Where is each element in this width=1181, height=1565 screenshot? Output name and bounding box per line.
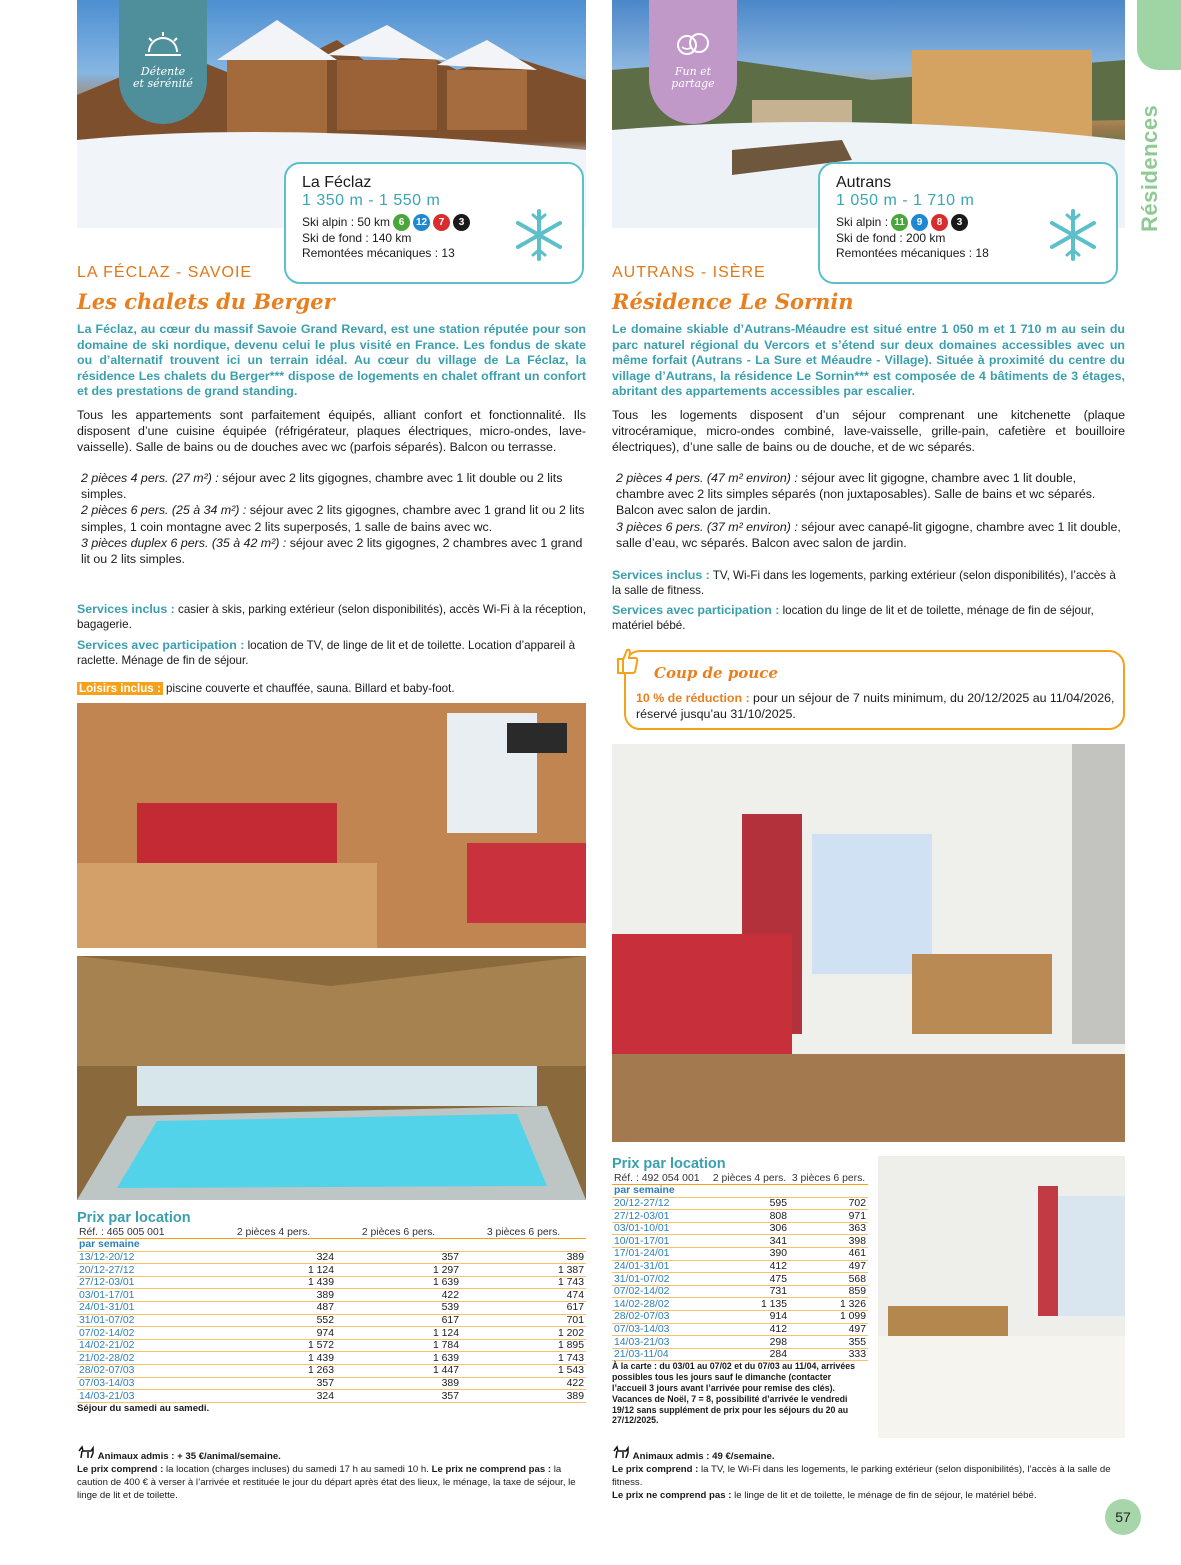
price-cell: 1 099 (789, 1311, 868, 1324)
price-cell: 1 895 (461, 1339, 586, 1352)
participation-label: Services avec participation : (77, 638, 245, 652)
price-cell: 701 (461, 1314, 586, 1327)
ref-cell: Réf. : 492 054 001 (612, 1172, 710, 1185)
price-cell: 617 (336, 1314, 461, 1327)
price-cell: 914 (710, 1311, 789, 1324)
unit-text: séjour avec canapé-lit gigogne, chambre avec 1 lit double, salle d’eau, wc séparés. Balcon avec salon de jardin. (616, 519, 1121, 550)
table-header-row (77, 1226, 586, 1239)
price-section (77, 1210, 586, 1414)
subheader-cell: par semaine (612, 1185, 868, 1198)
period-cell: 14/02-21/02 (77, 1339, 211, 1352)
participation-text: location du linge de lit et de toilette, ménage de fin de séjour, matériel bébé. (612, 604, 1094, 633)
services-inclus (77, 602, 586, 633)
table-row (77, 1339, 586, 1352)
column-header: 3 pièces 6 pers. (461, 1226, 586, 1239)
unit-text: séjour avec 2 lits gigognes, 2 chambres avec 1 grand lit ou 2 lits simples. (81, 535, 583, 567)
unit-label: 2 pièces 4 pers. (27 m²) : (81, 471, 219, 485)
services-inclus (612, 568, 1125, 599)
badge-line-2: et sérénité (133, 77, 193, 90)
price-cell: 461 (789, 1248, 868, 1261)
unit-label: 3 pièces 6 pers. (37 m² environ) : (616, 519, 798, 534)
ne-comprend-label: Le prix ne comprend pas : (612, 1490, 732, 1501)
table-row (77, 1377, 586, 1390)
unit-list (616, 470, 1125, 551)
price-cell: 398 (789, 1235, 868, 1248)
price-cell: 1 572 (211, 1339, 336, 1352)
period-cell: 10/01-17/01 (612, 1235, 710, 1248)
station-info-box (284, 162, 584, 284)
unit-text: séjour avec 2 lits gigognes, chambre avec 1 grand lit ou 2 lits simples, 1 coin montagne avec 2 lits superposés, 1 salle de bains avec wc. (81, 503, 585, 534)
loisirs-inclus (77, 682, 455, 695)
comprend-label: Le prix comprend : (612, 1464, 699, 1475)
price-cell: 1 639 (336, 1352, 461, 1365)
intro-paragraph: La Féclaz, au cœur du massif Savoie Grand Revard, est une station réputée pour son domaine de ski nordique, devenu celui le plus visité en France. Les fondus de skate ou d’alternatif trouvent ici un terrain idéal. Au cœur du village de La Féclaz, la résidence Les chalets du Berger*** dispose de logements en chalet offrant un confort et des prestations de grand standing. (77, 322, 586, 399)
price-cell: 1 124 (336, 1327, 461, 1340)
participation-text: location de TV, de linge de lit et de toilette. Location d’appareil à raclette. Ménage de fin de séjour. (77, 639, 576, 668)
theme-badge-fun (649, 0, 737, 124)
price-cell: 971 (789, 1210, 868, 1223)
price-cell: 702 (789, 1197, 868, 1210)
services-text: casier à skis, parking extérieur (selon disponibilités), accès Wi-Fi à la réception, bagagerie. (77, 603, 586, 632)
animals-text: Animaux admis : + 35 €/animal/semaine. (97, 1451, 281, 1462)
table-row (77, 1276, 586, 1289)
price-cell: 412 (710, 1323, 789, 1336)
green-piste-count: 11 (891, 214, 908, 231)
price-cell: 422 (461, 1377, 586, 1390)
price-cell: 363 (789, 1222, 868, 1235)
period-cell: 21/02-28/02 (77, 1352, 211, 1365)
table-header-row (612, 1172, 868, 1185)
residence-title: Résidence Le Sornin (612, 289, 854, 314)
table-row (612, 1348, 868, 1361)
residence-title: Les chalets du Berger (77, 289, 335, 314)
price-table (612, 1172, 868, 1361)
period-cell: 20/12-27/12 (77, 1264, 211, 1277)
dog-icon (77, 1445, 95, 1459)
loisirs-label: Loisirs inclus : (79, 682, 161, 695)
period-cell: 17/01-24/01 (612, 1248, 710, 1261)
snowflake-icon (1046, 208, 1100, 262)
price-excludes (612, 1489, 1125, 1502)
ski-alpin-label: Ski alpin : (836, 215, 889, 229)
side-tab (1137, 0, 1181, 70)
period-cell: 14/03-21/03 (612, 1336, 710, 1349)
price-cell: 1 743 (461, 1352, 586, 1365)
price-cell: 324 (211, 1251, 336, 1264)
price-cell: 552 (211, 1314, 336, 1327)
table-row (77, 1390, 586, 1403)
photo-apartment-living (612, 744, 1125, 1142)
price-cell: 1 297 (336, 1264, 461, 1277)
photo-bedroom (878, 1156, 1125, 1438)
services-text: TV, Wi-Fi dans les logements, parking extérieur (selon disponibilités), l’accès à la salle de fitness. (612, 569, 1116, 598)
period-cell: 07/02-14/02 (612, 1285, 710, 1298)
ski-fond-line: Ski de fond : 200 km (836, 231, 946, 245)
dog-icon (612, 1445, 630, 1459)
period-cell: 07/03-14/03 (612, 1323, 710, 1336)
price-cell: 341 (710, 1235, 789, 1248)
description-paragraph: Tous les appartements sont parfaitement équipés, alliant confort et fonctionnalité. Ils disposent d’une cuisine équipée (réfrigérateur, plaques électriques, micro-ondes, lave-vaisselle). Salle de bains ou de douches avec wc (parfois séparés). Balcon ou terrasse. (77, 408, 586, 454)
station-name: La Féclaz (302, 174, 372, 191)
remontees-line: Remontées mécaniques : 18 (836, 246, 989, 260)
ne-comprend-text: le linge de lit et de toilette, le ménage de fin de séjour, le matériel bébé. (731, 1490, 1037, 1501)
price-cell: 1 387 (461, 1264, 586, 1277)
table-row (612, 1235, 868, 1248)
price-cell: 412 (710, 1260, 789, 1273)
table-row (77, 1302, 586, 1315)
column-header: 2 pièces 4 pers. (710, 1172, 789, 1185)
table-row (77, 1289, 586, 1302)
photo-indoor-pool (77, 956, 586, 1200)
table-row (612, 1323, 868, 1336)
table-row (612, 1210, 868, 1223)
side-section-label: Résidences (1137, 104, 1162, 232)
ne-comprend-label: Le prix ne comprend pas : (431, 1464, 552, 1475)
price-cell: 808 (710, 1210, 789, 1223)
ne-comprend-text: la caution de 400 € à verser à l’arrivée et restituée le jour du départ après état des lieux, le ménage, la taxe de séjour, le linge de lit et de toilette. (77, 1464, 576, 1501)
table-row (77, 1365, 586, 1378)
station-name: Autrans (836, 174, 892, 191)
ski-alpin-label: Ski alpin : 50 km (302, 215, 391, 229)
price-cell: 497 (789, 1260, 868, 1273)
green-piste-count: 6 (393, 214, 410, 231)
period-cell: 28/02-07/03 (77, 1365, 211, 1378)
table-row (612, 1285, 868, 1298)
table-row (612, 1311, 868, 1324)
price-cell: 357 (211, 1377, 336, 1390)
unit-item (616, 470, 1125, 519)
services-participation (77, 638, 586, 669)
price-cell: 474 (461, 1289, 586, 1302)
black-piste-count: 3 (951, 214, 968, 231)
price-cell: 974 (211, 1327, 336, 1340)
period-cell: 20/12-27/12 (612, 1197, 710, 1210)
intro-paragraph: Le domaine skiable d’Autrans-Méaudre est situé entre 1 050 m et 1 710 m au sein du parc naturel régional du Vercors et s’étend sur deux domaines accessibles avec un même forfait (Autrans - La Sure et Méaudre - Village). Située à proximité du centre du village d’Autrans, la résidence Le Sornin*** est composée de 4 bâtiments de 3 étages, abritant des appartements accessibles par escalier. (612, 322, 1125, 399)
unit-item (81, 470, 586, 502)
price-cell: 1 135 (710, 1298, 789, 1311)
red-piste-count: 8 (931, 214, 948, 231)
unit-label: 2 pièces 6 pers. (25 à 34 m²) : (81, 503, 247, 518)
price-cell: 568 (789, 1273, 868, 1286)
price-cell: 1 639 (336, 1276, 461, 1289)
period-cell: 28/02-07/03 (612, 1311, 710, 1324)
price-cell: 333 (789, 1348, 868, 1361)
period-cell: 07/02-14/02 (77, 1327, 211, 1340)
table-subheader-row (612, 1185, 868, 1198)
price-title: Prix par location (612, 1156, 726, 1172)
ref-cell: Réf. : 465 005 001 (77, 1226, 211, 1239)
table-row (612, 1248, 868, 1261)
photo-living-room (77, 703, 586, 948)
period-cell: 31/01-07/02 (612, 1273, 710, 1286)
price-cell: 1 263 (211, 1365, 336, 1378)
price-cell: 1 447 (336, 1365, 461, 1378)
period-cell: 21/03-11/04 (612, 1348, 710, 1361)
price-note: À la carte : du 03/01 au 07/02 et du 07/03 au 11/04, arrivées possibles tous les jours sauf le dimanche (contacter l’accueil 3 jours avant l’arrivée pour remise des clés). Vacances de Noël, 7 = 8, possibilité d’arrivée le vendredi 19/12 sans supplément de prix pour les séjours du 20 au 27/12/2025. (612, 1361, 856, 1426)
unit-item (616, 519, 1125, 551)
price-cell: 355 (789, 1336, 868, 1349)
table-row (612, 1260, 868, 1273)
price-cell: 389 (461, 1251, 586, 1264)
price-conditions (77, 1463, 586, 1502)
snowflake-icon (512, 208, 566, 262)
station-altitude: 1 350 m - 1 550 m (302, 192, 441, 209)
station-altitude: 1 050 m - 1 710 m (836, 192, 975, 209)
price-cell: 357 (336, 1390, 461, 1403)
price-cell: 1 543 (461, 1365, 586, 1378)
period-cell: 24/01-31/01 (77, 1302, 211, 1315)
table-row (612, 1197, 868, 1210)
price-cell: 859 (789, 1285, 868, 1298)
subheader-cell: par semaine (77, 1239, 586, 1252)
discount-label: 10 % de réduction : (636, 691, 750, 705)
price-cell: 1 439 (211, 1352, 336, 1365)
column-header: 2 pièces 6 pers. (336, 1226, 461, 1239)
animals-text: Animaux admis : 49 €/semaine. (632, 1451, 775, 1462)
price-cell: 539 (336, 1302, 461, 1315)
price-includes (612, 1463, 1125, 1489)
price-cell: 1 439 (211, 1276, 336, 1289)
table-row (77, 1264, 586, 1277)
price-cell: 595 (710, 1197, 789, 1210)
region-label: AUTRANS - ISÈRE (612, 264, 766, 281)
unit-item (81, 502, 586, 534)
unit-label: 3 pièces duplex 6 pers. (35 à 42 m²) : (81, 535, 287, 550)
price-cell: 357 (336, 1251, 461, 1264)
price-note: Séjour du samedi au samedi. (77, 1402, 210, 1414)
services-label: Services inclus : (77, 602, 175, 616)
theme-badge-detente (119, 0, 207, 124)
price-cell: 1 743 (461, 1276, 586, 1289)
coup-de-pouce-box (624, 650, 1125, 730)
ski-fond-line: Ski de fond : 140 km (302, 231, 412, 245)
services-label: Services inclus : (612, 568, 710, 582)
station-info-box (818, 162, 1118, 284)
thumbs-up-icon (614, 646, 640, 676)
table-row (612, 1222, 868, 1235)
table-row (77, 1327, 586, 1340)
table-row (77, 1352, 586, 1365)
price-cell: 497 (789, 1323, 868, 1336)
loisirs-text: piscine couverte et chauffée, sauna. Billard et baby-foot. (162, 682, 455, 695)
blue-piste-count: 12 (413, 214, 430, 231)
table-row (77, 1251, 586, 1264)
period-cell: 24/01-31/01 (612, 1260, 710, 1273)
unit-text: séjour avec lit gigogne, chambre avec 1 lit double, chambre avec 2 lits simples séparés (non juxtaposables). Salle de bains et wc séparés. Balcon avec salon de jardin. (616, 471, 1096, 518)
comprend-label: Le prix comprend : (77, 1464, 164, 1475)
price-table (77, 1226, 586, 1403)
price-cell: 324 (211, 1390, 336, 1403)
price-title: Prix par location (77, 1210, 191, 1226)
period-cell: 13/12-20/12 (77, 1251, 211, 1264)
services-participation (612, 603, 1125, 634)
sun-icon (143, 30, 183, 60)
price-cell: 1 202 (461, 1327, 586, 1340)
price-cell: 298 (710, 1336, 789, 1349)
region-label: LA FÉCLAZ - SAVOIE (77, 264, 253, 281)
price-section (612, 1156, 868, 1426)
period-cell: 14/03-21/03 (77, 1390, 211, 1403)
unit-list (81, 470, 586, 567)
period-cell: 07/03-14/03 (77, 1377, 211, 1390)
price-cell: 389 (336, 1377, 461, 1390)
period-cell: 03/01-17/01 (77, 1289, 211, 1302)
price-cell: 617 (461, 1302, 586, 1315)
blue-piste-count: 9 (911, 214, 928, 231)
table-row (612, 1336, 868, 1349)
participation-label: Services avec participation : (612, 603, 780, 617)
price-rows (77, 1251, 586, 1402)
discount-text: pour un séjour de 7 nuits minimum, du 20/12/2025 au 11/04/2026, réservé jusqu’au 31/10/2025. (636, 691, 1115, 721)
period-cell: 03/01-10/01 (612, 1222, 710, 1235)
coup-de-pouce-title: Coup de pouce (654, 664, 778, 682)
table-row (77, 1314, 586, 1327)
period-cell: 31/01-07/02 (77, 1314, 211, 1327)
remontees-line: Remontées mécaniques : 13 (302, 246, 455, 260)
column-header: 3 pièces 6 pers. (789, 1172, 868, 1185)
period-cell: 27/12-03/01 (77, 1276, 211, 1289)
table-subheader-row (77, 1239, 586, 1252)
price-cell: 487 (211, 1302, 336, 1315)
black-piste-count: 3 (453, 214, 470, 231)
table-row (612, 1273, 868, 1286)
page-number: 57 (1105, 1499, 1141, 1535)
comprend-text: la location (charges incluses) du samedi 17 h au samedi 10 h. (163, 1464, 432, 1475)
price-cell: 306 (710, 1222, 789, 1235)
price-cell: 475 (710, 1273, 789, 1286)
column-header: 2 pièces 4 pers. (211, 1226, 336, 1239)
coup-de-pouce-text (636, 690, 1122, 722)
unit-label: 2 pièces 4 pers. (47 m² environ) : (616, 471, 798, 485)
price-cell: 731 (710, 1285, 789, 1298)
period-cell: 14/02-28/02 (612, 1298, 710, 1311)
price-cell: 1 124 (211, 1264, 336, 1277)
price-cell: 390 (710, 1248, 789, 1261)
comprend-text: la TV, le Wi-Fi dans les logements, le parking extérieur (selon disponibilités), l’accès à la salle de fitness. (612, 1464, 1111, 1488)
animals-line (612, 1445, 1125, 1463)
price-cell: 422 (336, 1289, 461, 1302)
animals-line (77, 1445, 586, 1463)
badge-line-1: Détente (140, 65, 186, 78)
price-cell: 389 (211, 1289, 336, 1302)
period-cell: 27/12-03/01 (612, 1210, 710, 1223)
red-piste-count: 7 (433, 214, 450, 231)
badge-line-1: Fun et (674, 65, 712, 78)
price-rows (612, 1197, 868, 1361)
smiley-icon (673, 30, 713, 60)
description-paragraph: Tous les logements disposent d’un séjour comprenant une kitchenette (plaque vitrocéramique, micro-ondes combiné, lave-vaisselle, grille-pain, cafetière et bouilloire électriques), d’une salle de bains ou de douche, et de wc séparés. (612, 408, 1125, 454)
badge-line-2: partage (671, 77, 715, 90)
price-footer (612, 1445, 1125, 1502)
price-cell: 284 (710, 1348, 789, 1361)
price-cell: 1 326 (789, 1298, 868, 1311)
unit-text: séjour avec 2 lits gigognes, chambre avec 1 lit double ou 2 lits simples. (81, 471, 563, 502)
price-cell: 389 (461, 1390, 586, 1403)
unit-item (81, 535, 586, 567)
price-cell: 1 784 (336, 1339, 461, 1352)
price-footer (77, 1445, 586, 1502)
table-row (612, 1298, 868, 1311)
